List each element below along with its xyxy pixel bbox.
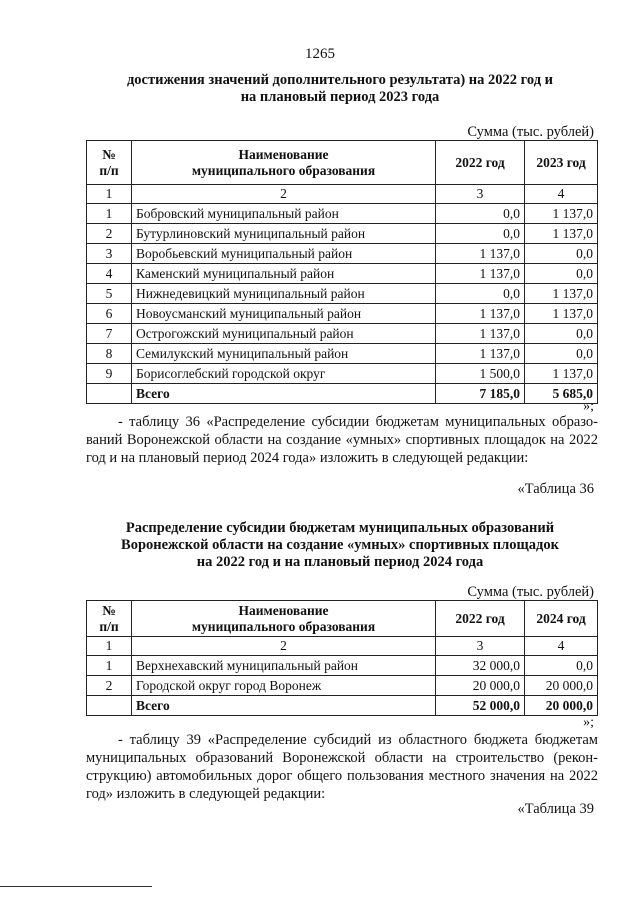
row-year1: 20 000,0 <box>436 676 525 696</box>
row-name: Семилукский муниципальный район <box>132 344 436 364</box>
section1-end-quote: »; <box>583 399 594 414</box>
paragraph-table39 <box>86 731 598 803</box>
table-row <box>87 264 598 284</box>
row-name: Острогожский муниципальный район <box>132 324 436 344</box>
col-header-year1: 2022 год <box>436 601 525 637</box>
row-name: Бутурлиновский муниципальный район <box>132 224 436 244</box>
row-num: 2 <box>87 224 132 244</box>
total-row <box>87 696 598 716</box>
section1-heading <box>90 72 590 106</box>
section2-heading-line: Воронежской области на создание «умных» спортивных площадок <box>121 537 559 553</box>
row-year1: 1 137,0 <box>436 244 525 264</box>
col-header-year1: 2022 год <box>436 141 525 185</box>
row-num: 1 <box>87 656 132 676</box>
row-year1: 32 000,0 <box>436 656 525 676</box>
col-header-name: Наименование муниципального образования <box>132 601 436 637</box>
row-num: 1 <box>87 204 132 224</box>
total-row <box>87 384 598 404</box>
table-municipal-2022-2023 <box>86 140 598 404</box>
total-year2: 5 685,0 <box>525 384 598 404</box>
row-name: Каменский муниципальный район <box>132 264 436 284</box>
paragraph-line: год и на плановый период 2024 года» изложить в следующей редакции: <box>86 450 529 466</box>
row-name: Бобровский муниципальный район <box>132 204 436 224</box>
page-number: 1265 <box>305 46 335 62</box>
row-year2: 1 137,0 <box>525 364 598 384</box>
table-row <box>87 676 598 696</box>
row-name: Воробьевский муниципальный район <box>132 244 436 264</box>
paragraph-line: - таблицу 36 «Распределение субсидии бюджетам муниципальных образо- <box>118 414 598 430</box>
total-num <box>87 696 132 716</box>
index-cell: 3 <box>436 637 525 656</box>
row-year2: 1 137,0 <box>525 224 598 244</box>
total-num <box>87 384 132 404</box>
total-label: Всего <box>132 696 436 716</box>
paragraph-line: ваний Воронежской области на создание «умных» спортивных площадок на 2022 <box>86 432 598 448</box>
table-row <box>87 656 598 676</box>
row-year1: 0,0 <box>436 224 525 244</box>
row-num: 2 <box>87 676 132 696</box>
total-label: Всего <box>132 384 436 404</box>
index-cell: 1 <box>87 637 132 656</box>
row-num: 6 <box>87 304 132 324</box>
section2-heading <box>90 520 590 571</box>
row-num: 3 <box>87 244 132 264</box>
index-row <box>87 185 598 204</box>
row-year2: 20 000,0 <box>525 676 598 696</box>
section2-heading-line: на 2022 год и на плановый период 2024 года <box>196 554 484 570</box>
row-year2: 0,0 <box>525 656 598 676</box>
col-header-num: № п/п <box>87 141 132 185</box>
row-year2: 1 137,0 <box>525 304 598 324</box>
row-year2: 0,0 <box>525 344 598 364</box>
row-num: 7 <box>87 324 132 344</box>
index-cell: 4 <box>525 185 598 204</box>
total-year2: 20 000,0 <box>525 696 598 716</box>
table-row <box>87 224 598 244</box>
row-year2: 0,0 <box>525 324 598 344</box>
col-header-year2: 2024 год <box>525 601 598 637</box>
section2-sum-label: Сумма (тыс. рублей) <box>467 584 594 600</box>
index-cell: 2 <box>132 185 436 204</box>
row-year1: 1 137,0 <box>436 324 525 344</box>
table39-reference: «Таблица 39 <box>517 801 594 817</box>
table-row <box>87 324 598 344</box>
section2-end-quote: »; <box>583 715 594 730</box>
row-year2: 0,0 <box>525 244 598 264</box>
col-header-year2: 2023 год <box>525 141 598 185</box>
row-name: Борисоглебский городской округ <box>132 364 436 384</box>
row-num: 5 <box>87 284 132 304</box>
section1-heading-line: достижения значений дополнительного результата) на 2022 год и <box>126 72 554 88</box>
table36-reference: «Таблица 36 <box>517 481 594 497</box>
footnote-separator <box>0 886 152 887</box>
table-sport-grounds-2022-2024 <box>86 600 598 716</box>
paragraph-line: - таблицу 39 «Распределение субсидий из областного бюджета бюджетам <box>118 732 598 748</box>
row-name: Нижнедевицкий муниципальный район <box>132 284 436 304</box>
total-year1: 7 185,0 <box>436 384 525 404</box>
row-name: Городской округ город Воронеж <box>132 676 436 696</box>
index-row <box>87 637 598 656</box>
col-header-name: Наименование муниципального образования <box>132 141 436 185</box>
section2-heading-line: Распределение субсидии бюджетам муниципальных образований <box>125 520 555 536</box>
section1-sum-label: Сумма (тыс. рублей) <box>467 124 594 140</box>
table-row <box>87 284 598 304</box>
index-cell: 4 <box>525 637 598 656</box>
paragraph-line: год» изложить в следующей редакции: <box>86 786 326 802</box>
row-year1: 1 500,0 <box>436 364 525 384</box>
row-year2: 1 137,0 <box>525 204 598 224</box>
row-num: 8 <box>87 344 132 364</box>
table-row <box>87 304 598 324</box>
row-num: 9 <box>87 364 132 384</box>
row-year1: 1 137,0 <box>436 344 525 364</box>
row-year1: 1 137,0 <box>436 304 525 324</box>
table-row <box>87 344 598 364</box>
table-row <box>87 364 598 384</box>
index-cell: 3 <box>436 185 525 204</box>
paragraph-line: струкцию) автомобильных дорог общего пользования местного значения на 2022 <box>86 768 598 784</box>
row-year1: 0,0 <box>436 204 525 224</box>
total-year1: 52 000,0 <box>436 696 525 716</box>
row-year2: 1 137,0 <box>525 284 598 304</box>
paragraph-table36 <box>86 413 598 467</box>
table-row <box>87 244 598 264</box>
row-name: Верхнехавский муниципальный район <box>132 656 436 676</box>
row-year2: 0,0 <box>525 264 598 284</box>
table-row <box>87 204 598 224</box>
row-num: 4 <box>87 264 132 284</box>
row-year1: 1 137,0 <box>436 264 525 284</box>
paragraph-line: муниципальных образований Воронежской области на строительство (рекон- <box>86 750 598 766</box>
index-cell: 1 <box>87 185 132 204</box>
row-year1: 0,0 <box>436 284 525 304</box>
row-name: Новоусманский муниципальный район <box>132 304 436 324</box>
col-header-num: № п/п <box>87 601 132 637</box>
index-cell: 2 <box>132 637 436 656</box>
section1-heading-line: на плановый период 2023 года <box>240 89 440 105</box>
